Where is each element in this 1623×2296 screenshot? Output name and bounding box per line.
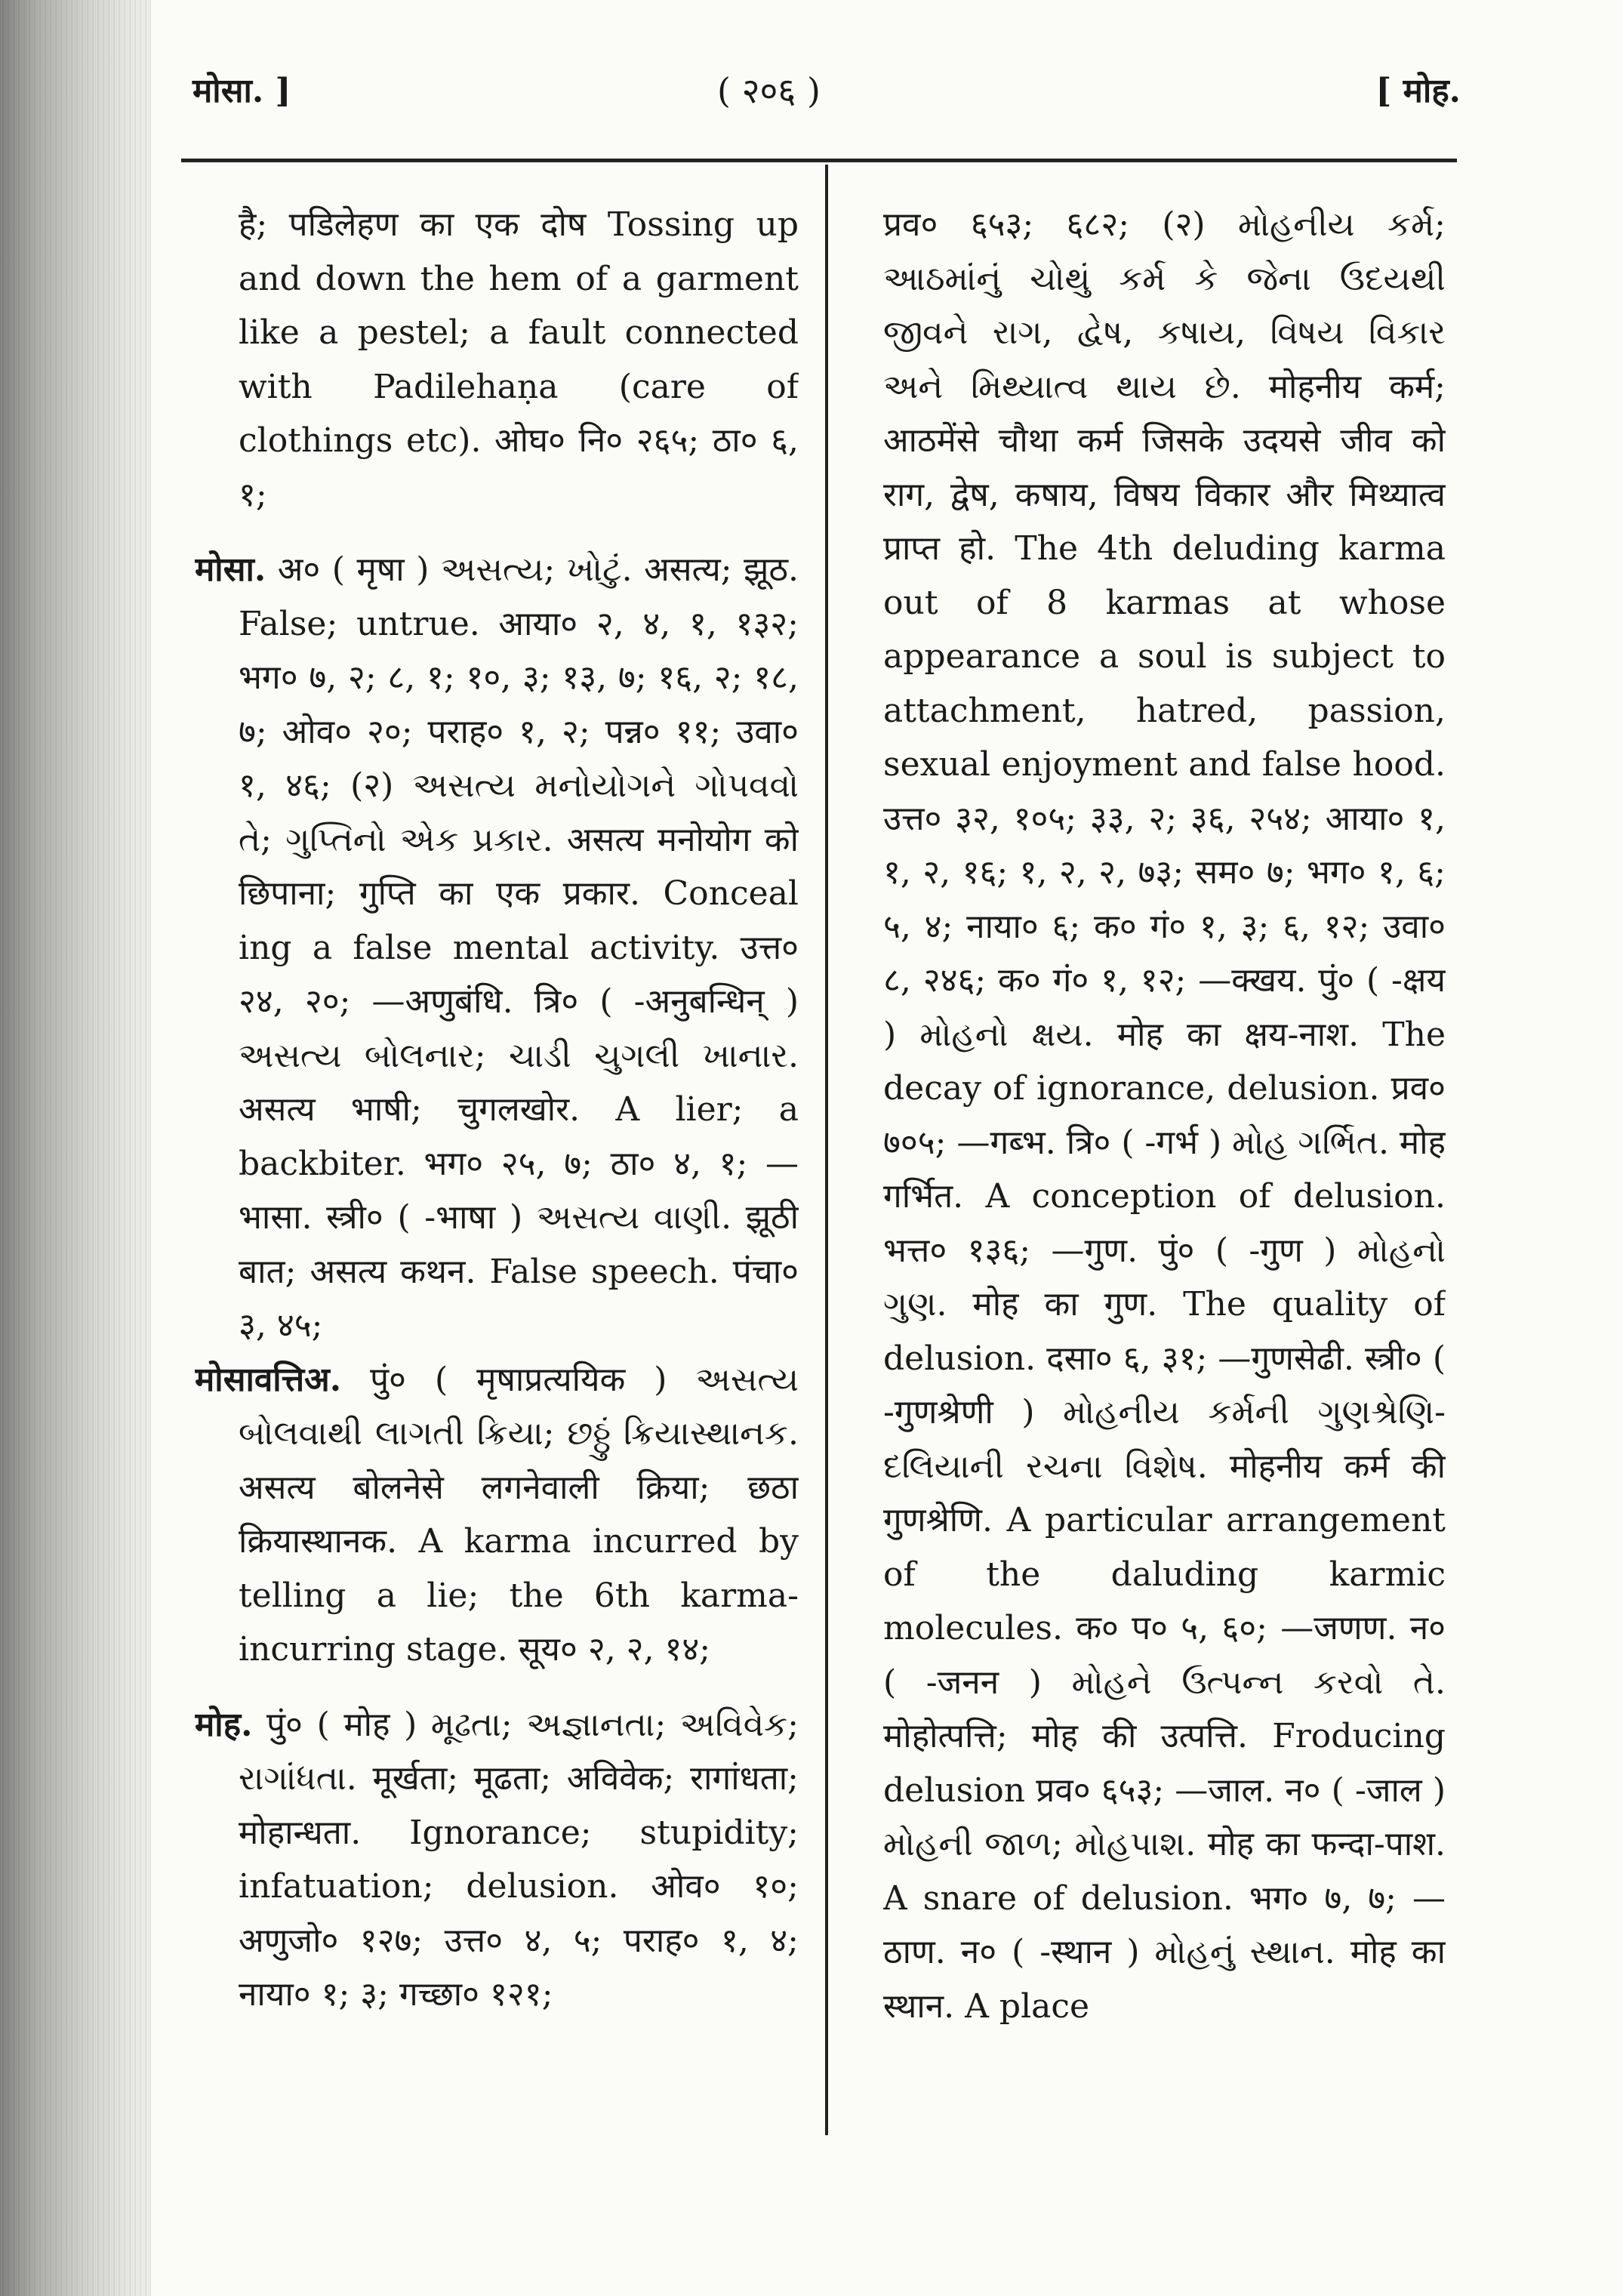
entry-mosa [195, 543, 799, 1353]
left-column [195, 198, 799, 2022]
header-first-word: मोसा. ] [192, 72, 291, 110]
entry-text: है; पडिलेहण का एक दोष Tossing up and down the hem of a garment like a pestel; a fault connected with Padilehaṇa (care of clothings etc). ओघ० नि० २६५; ठा० ६, १; [239, 205, 799, 514]
page-number: ( २०६ ) [717, 70, 821, 111]
right-column [883, 198, 1446, 2033]
header-rule [181, 159, 1457, 162]
entry-text: प्रव० ६५३; ६८२; (२) મોહનીય કર્મ; આઠમાંનું ચોથું કર્મ કે જેના ઉદયથી જીવને રાગ, દ્વેષ, કષાય, વિષય વિકાર અને મિથ્યાત્વ થાય છે. मोहनीय कर्म; आठमेंसे चौथा कर्म जिसके उदयसे जीव को राग, द्वेष, कषाय, विषय विकार और मिथ्यात्व प्राप्त हो. The 4th deluding karma out of 8 karmas at whose appearance a soul is subject to attachment, hatred, passion, sexual enjoyment and false hood. उत्त० ३२, १०५; ३३, २; ३६, २५४; आया० १, १, २, १६; १, २, २, ७३; सम० ७; भग० १, ६; ५, ४; नाया० ६; क० गं० १, ३; ६, १२; उवा० ८, २४६; क० गं० १, १२; —क्खय. पुं० ( -क्षय ) મોહનો ક્ષય. मोह का क्षय-नाश. The decay of ignorance, delusion. प्रव० ७०५; —गब्भ. त्रि० ( -गर्भ ) મોહ ગર્ભિત. मोह गर्भित. A conception of delusion. भत्त० १३६; —गुण. पुं० ( -गुण ) મોહનો ગુણ. मोह का गुण. The quality of delusion. दसा० ६, ३१; —गुणसेढी. स्त्री० ( -गुणश्रेणी ) મોહનીય કર્મની ગુણશ્રેણિ-દલિયાની રચના વિશેષ. मोहनीय कर्म की गुणश्रेणि. A particular arrangement of the daluding karmic molecules. क० प० ५, ६०; —जणण. न० ( -जनन ) મોહને ઉત્પન્ન કરવો તે. मोहोत्पत्ति; मोह की उत्पत्ति. Froducing delusion प्रव० ६५३; —जाल. न० ( -जाल ) મોહની જાળ; મોહપાશ. मोह का फन्दा-पाश. A snare of delusion. भग० ७, ७; —ठाण. न० ( -स्थान ) મોહનું સ્થાન. मोह का स्थान. A place [883, 205, 1446, 2026]
entry-headword: मोसा. [195, 550, 266, 589]
entry-moha-continuation [883, 198, 1446, 2033]
entry-continuation [195, 198, 799, 522]
entry-headword: मोसावत्तिअ. [195, 1360, 342, 1399]
entry-mosavattia [195, 1353, 799, 1677]
entry-moha [195, 1698, 799, 2022]
entry-text: पुं० ( मोह ) મૂઢતા; અજ્ઞાનતા; અવિવેક; રાગાંધતા. मूर्खता; मूढता; अविवेक; रागांधता; मोहान्धता. Ignorance; stupidity; infatuation; delusion. ओव० १०; अणुजो० १२७; उत्त० ४, ५; पराह० १, ४; नाया० १; ३; गच्छा० १२१; [239, 1705, 799, 2014]
header-last-word: [ मोह. [1375, 72, 1461, 110]
column-divider [825, 165, 828, 2135]
scanned-binding-edge [0, 0, 151, 2296]
entry-text: पुं० ( मृषाप्रत्ययिक ) અસત્ય બોલવાથી લાગતી ક્રિયા; છઠ્ઠું ક્રિયાસ્થાનક. असत्य बोलनेसे लगनेवाली क्रिया; छठा क्रियास्थानक. A karma incurred by telling a lie; the 6th karma-incurring stage. सूय० २, २, १४; [239, 1360, 799, 1669]
entry-text: अ० ( मृषा ) અસત્ય; ખોટું. असत्य; झूठ. False; untrue. आया० २, ४, १, १३२; भग० ७, २; ८, १; १०, ३; १३, ७; १६, २; १८, ७; ओव० २०; पराह० १, २; पन्न० ११; उवा० १, ४६; (२) અસત્ય મનોયોગને ગોપવવો તે; ગુપ્તિનો એક પ્રકાર. असत्य मनोयोग को छिपाना; गुप्ति का एक प्रकार. Conceal ing a false mental activity. उत्त० २४, २०; —अणुबंधि. त्रि० ( -अनुबन्धिन् ) અસત્ય બોલનાર; ચાડી ચુગલી ખાનાર. असत्य भाषी; चुगलखोर. A lier; a backbiter. भग० २५, ७; ठा० ४, १; —भासा. स्त्री० ( -भाषा ) અસત્ય વાણી. झूठी बात; असत्य कथन. False speech. पंचा० ३, ४५; [239, 550, 799, 1345]
entry-headword: मोह. [195, 1705, 253, 1744]
